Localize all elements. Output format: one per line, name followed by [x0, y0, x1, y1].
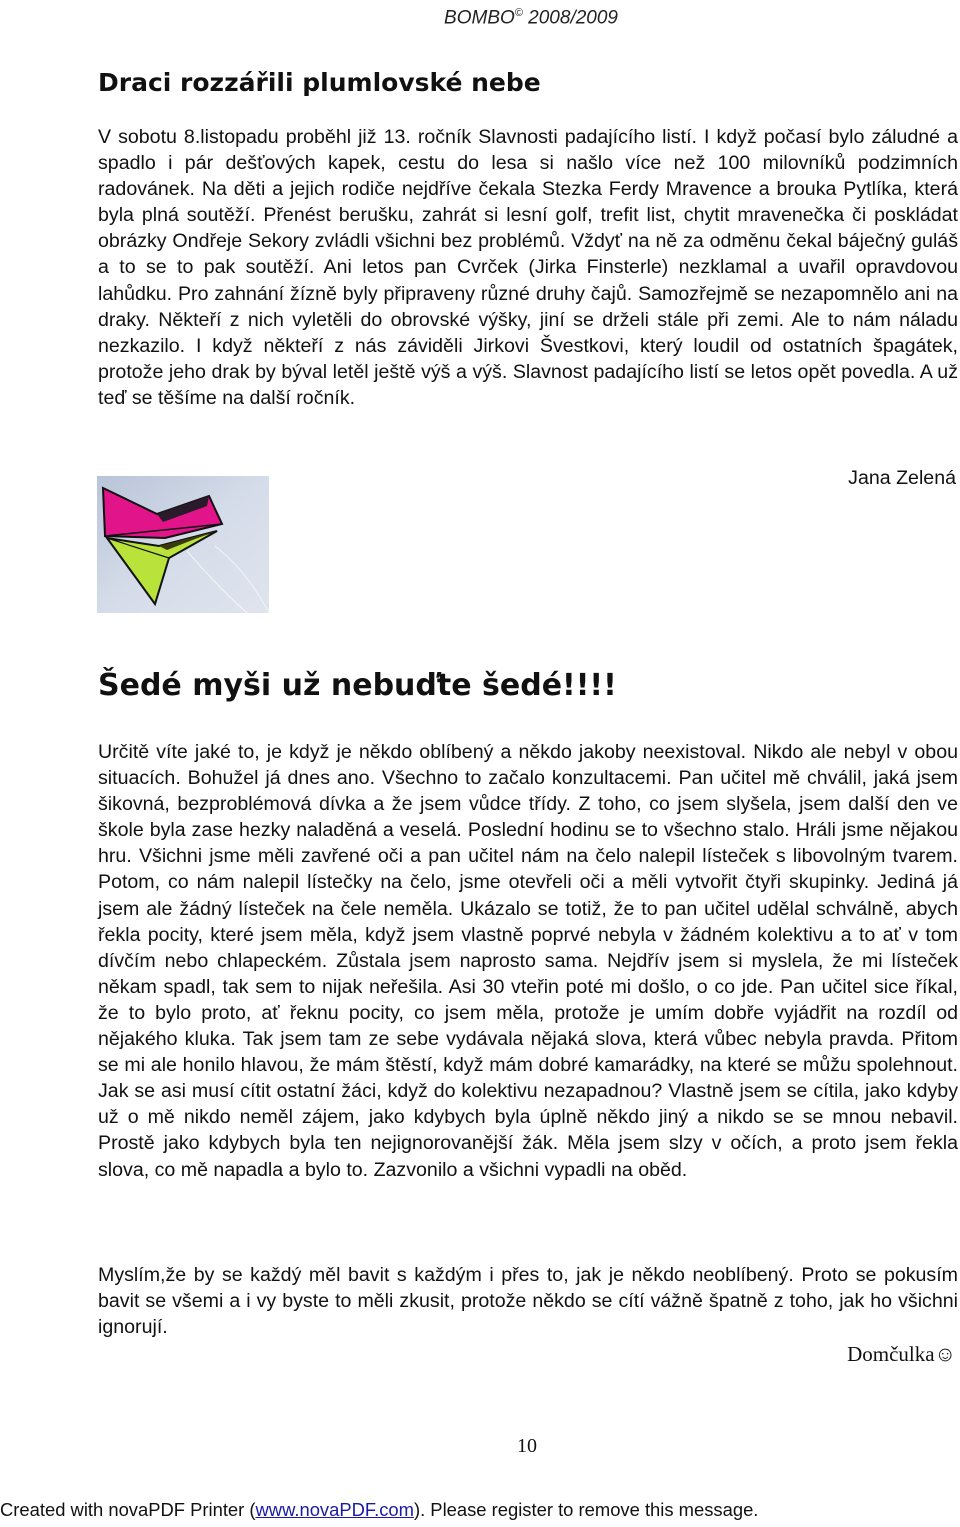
footer-prefix: Created with novaPDF Printer ( [0, 1499, 256, 1520]
footer-suffix: ). Please register to remove this message. [413, 1499, 759, 1520]
kite-illustration [97, 476, 269, 613]
page-number: 10 [517, 1435, 537, 1457]
article-paragraph: V sobotu 8.listopadu proběhl již 13. ročník Slavnosti padajícího listí. I když počasí bylo záludné a spadlo i pár dešťových kapek, cestu do lesa si našlo více než 100 milovníků podzimních radovánek. Na děti a jejich rodiče nejdříve čekala Stezka Ferdy Mravence a brouka Pytlíka, která byla plná soutěží. Přenést berušku, zahrát si lesní golf, trefit list, chytit mravenečka či poskládat obrázky Ondřeje Sekory zvládli všichni bez problémů. Vždyť na ně za odměnu čekal báječný guláš a to se to pak soutěží. Ani letos pan Cvrček (Jirka Finsterle) nezklamal a uvařil opravdovou lahůdku. Pro zahnání žízně byly připraveny různé druhy čajů. Samozřejmě se nezapomnělo ani na draky. Někteří z nich vyletěli do obrovské výšky, jiní se drželi stále při zemi. Ale to nám náladu nezkazilo. I když někteří z nás záviděli Jirkovi Švestkovi, který loudil od ostatních špagátek, protože jeho drak by býval letěl ještě výš a výš. Slavnost padajícího listí se letos opět povedla. A už teď se těšíme na další ročník. [98, 126, 958, 409]
author-signature-kites: Jana Zelená [848, 467, 956, 489]
page-header [444, 0, 618, 31]
pdf-watermark-footer [0, 1498, 758, 1522]
kite-image [97, 476, 269, 613]
article-paragraph: Myslím,že by se každý měl bavit s každým i přes to, jak je někdo neoblíbený. Proto se pokusím bavit se všemi a i vy byste to měli zkusit, protože někdo se cítí vážně špatně z toho, jak ho všichni ignorují. [98, 1264, 958, 1339]
header-year: 2008/2009 [528, 7, 618, 29]
article-body-grey-mice [98, 739, 958, 1183]
copyright-mark: © [514, 7, 523, 19]
novapdf-link[interactable]: www.novaPDF.com [255, 1499, 414, 1520]
article-title-kites: Draci rozzářili plumlovské nebe [98, 68, 541, 97]
header-brand: BOMBO [444, 7, 515, 29]
author-signature-grey-mice: Domčulka☺ [847, 1342, 956, 1366]
article-body-kites [98, 124, 958, 411]
article-body-grey-mice-conclusion [98, 1262, 958, 1340]
article-paragraph: Určitě víte jaké to, je když je někdo oblíbený a někdo jakoby neexistoval. Nikdo ale nebyl v obou situacích. Bohužel já dnes ano. Všechno to začalo konzultacemi. Pan učitel mě chválil, jaká jsem šikovná, bezproblémová dívka a že jsem vůdce třídy. Z toho, co jsem slyšela, jsem další den ve škole byla zase hezky naladěná a veselá. Poslední hodinu se to všechno stalo. Hráli jsme nějakou hru. Všichni jsme měli zavřené oči a pan učitel nám na čelo nalepil lísteček s libovolným tvarem. Potom, co nám nalepil lístečky na čelo, jsme otevřeli oči a měli vytvořit čtyři skupinky. Jediná já jsem ale žádný lísteček na čele neměla. Ukázalo se totiž, že to pan učitel udělal schválně, abych řekla pocity, které jsem měla, když jsem vlastně poprvé nebyla v žádném kolektivu a to ať v tom dívčím nebo chlapeckém. Zůstala jsem naprosto sama. Nejdřív jsem si myslela, že mi lísteček někam spadl, tak sem to nijak neřešila. Asi 30 vteřin poté mi došlo, o co jde. Pan učitel sice říkal, že to bylo proto, ať řeknu pocity, co jsem měla, protože je umím dobře vyjádřit na rozdíl od nějakého kluka. Tak jsem tam ze sebe vydávala nějaká slova, která vůbec nebyla pravda. Přitom se mi ale honilo hlavou, že mám štěstí, když mám dobré kamarádky, na které se můžu spolehnout. Jak se asi musí cítit ostatní žáci, když do kolektivu nezapadnou? Vlastně jsem se cítila, jako kdyby už o mě nikdo neměl zájem, jako kdybych byla úplně někdo jiný a nikdo se se mnou nebavil. Prostě jako kdybych byla ten nejignorovanější žák. Měla jsem slzy v očích, a proto jsem řekla slova, co mě napadla a bylo to. Zazvonilo a všichni vypadli na oběd. [98, 741, 958, 1181]
article-title-grey-mice: Šedé myši už nebuďte šedé!!!! [98, 668, 617, 703]
